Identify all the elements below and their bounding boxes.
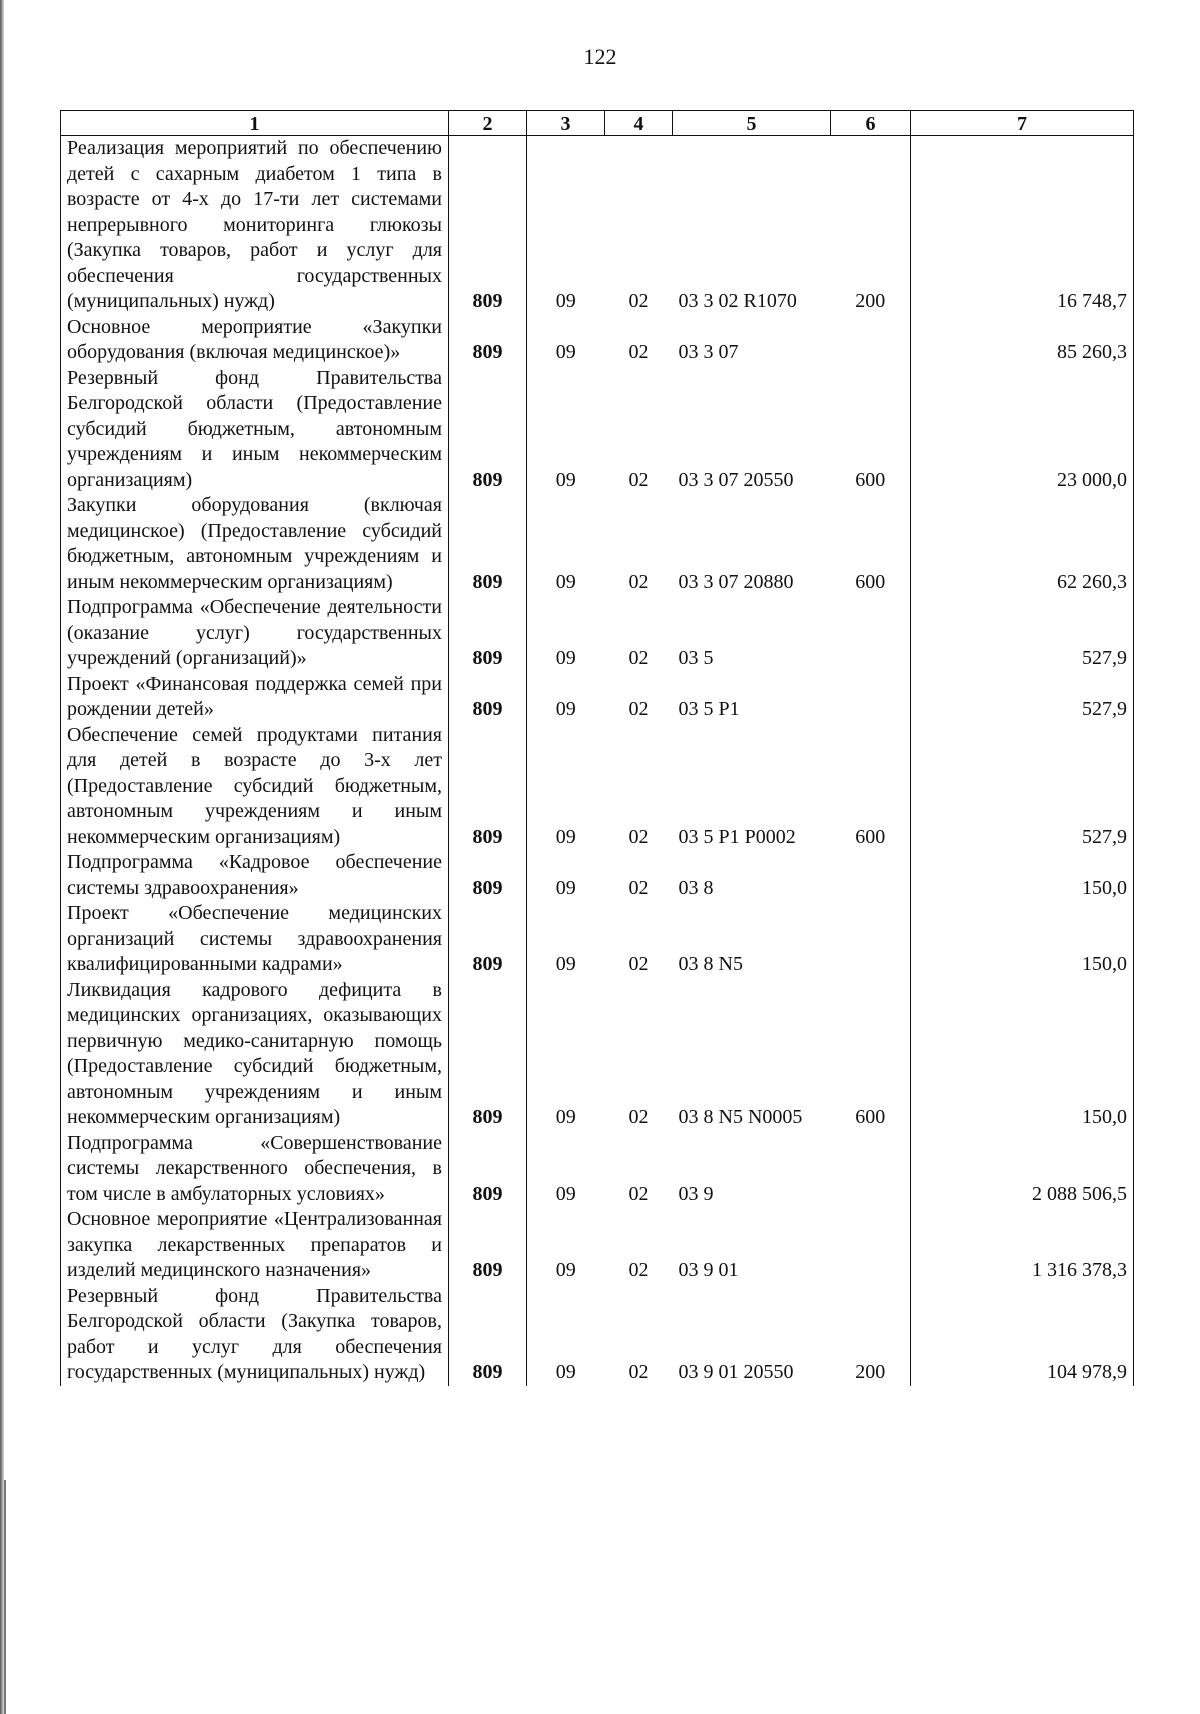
row-expense-type (831, 850, 911, 901)
row-description: Реализация мероприятий по обеспечению детей с сахарным диабетом 1 типа в возрасте от 4-х до 17-ти лет системами непрерывного мониторинга глюкозы (Закупка товаров, работ и услуг для обеспечения государственных (муниципальных) нужд) (61, 136, 449, 315)
row-subsection-code: 02 (628, 1182, 649, 1205)
row-expense-type (831, 901, 911, 978)
row-amount: 1 316 378,3 (911, 1207, 1134, 1284)
row-description: Обеспечение семей продуктами питания для детей в возрасте до 3-х лет (Предоставление субсидий бюджетным, автономным учреждениям и иным некоммерческим организациям) (61, 723, 449, 851)
row-ministry-code: 809 (449, 136, 527, 315)
row-target-article: 03 5 P1 P0002 (678, 825, 796, 848)
row-subsection-code: 02 (628, 1259, 649, 1281)
row-amount: 62 260,3 (911, 493, 1134, 595)
row-target-article: 03 3 07 (678, 341, 739, 363)
column-header: 3 (527, 111, 605, 136)
row-ministry-code: 809 (449, 1284, 527, 1386)
row-description: Закупки оборудования (включая медицинское) (Предоставление субсидий бюджетным, автономным учреждениям и иным некоммерческим организациям) (61, 493, 449, 595)
table-row (61, 315, 1134, 366)
table-row (61, 366, 1134, 494)
row-description: Проект «Обеспечение медицинских организаций системы здравоохранения квалифицированными кадрами» (61, 901, 449, 978)
row-amount: 527,9 (911, 595, 1134, 672)
row-expense-type: 600 (855, 825, 886, 848)
row-target-article: 03 9 (678, 1182, 714, 1205)
row-ministry-code: 809 (449, 901, 527, 978)
row-target-article: 03 8 (678, 876, 714, 899)
row-description: Подпрограмма «Совершенствование системы лекарственного обеспечения, в том числе в амбулаторных условиях» (61, 1131, 449, 1208)
row-section-code: 09 (555, 1259, 576, 1281)
row-expense-type (831, 1131, 911, 1208)
row-expense-type (831, 672, 911, 723)
row-subsection-code: 02 (628, 570, 649, 593)
row-amount: 150,0 (911, 901, 1134, 978)
row-description: Ликвидация кадрового дефицита в медицинских организациях, оказывающих первичную медико-санитарную помощь (Предоставление субсидий бюджетным, автономным учреждениям и иным некоммерческим организациям) (61, 978, 449, 1131)
row-expense-type (831, 595, 911, 672)
row-ministry-code: 809 (449, 493, 527, 595)
row-target-article: 03 8 N5 (678, 953, 743, 975)
row-ministry-code: 809 (449, 978, 527, 1131)
row-subsection-code: 02 (628, 290, 649, 312)
table-header-row (61, 111, 1134, 136)
row-ministry-code: 809 (449, 366, 527, 494)
row-expense-type: 600 (855, 468, 886, 491)
row-section-code: 09 (555, 341, 576, 363)
table-row (61, 850, 1134, 901)
row-section-code: 09 (555, 468, 576, 491)
row-target-article: 03 5 P1 (678, 698, 740, 720)
row-section-code: 09 (555, 1361, 576, 1383)
row-section-code: 09 (555, 1106, 576, 1128)
row-subsection-code: 02 (628, 825, 649, 848)
table-row (61, 723, 1134, 851)
row-expense-type (831, 315, 911, 366)
row-amount: 527,9 (911, 723, 1134, 851)
row-description: Проект «Финансовая поддержка семей при рождении детей» (61, 672, 449, 723)
row-amount: 2 088 506,5 (911, 1131, 1134, 1208)
row-subsection-code: 02 (628, 1106, 649, 1128)
row-amount: 16 748,7 (911, 136, 1134, 315)
row-subsection-code: 02 (628, 341, 649, 363)
row-ministry-code: 809 (449, 672, 527, 723)
table-row (61, 595, 1134, 672)
table-row (61, 978, 1134, 1131)
row-description: Основное мероприятие «Централизованная закупка лекарственных препаратов и изделий медицинского назначения» (61, 1207, 449, 1284)
row-target-article: 03 3 02 R1070 (678, 290, 797, 312)
row-ministry-code: 809 (449, 1131, 527, 1208)
row-expense-type: 600 (855, 1106, 886, 1128)
row-expense-type: 200 (855, 1361, 886, 1383)
budget-table (60, 110, 1134, 1386)
row-description: Подпрограмма «Обеспечение деятельности (оказание услуг) государственных учреждений (организаций)» (61, 595, 449, 672)
column-header: 5 (673, 111, 831, 136)
table-row (61, 1131, 1134, 1208)
row-expense-type: 200 (855, 290, 886, 312)
table-row (61, 493, 1134, 595)
column-header: 2 (449, 111, 527, 136)
page-number: 122 (583, 44, 617, 69)
row-amount: 85 260,3 (911, 315, 1134, 366)
row-amount: 104 978,9 (911, 1284, 1134, 1386)
scan-edge-mark (4, 1480, 6, 1714)
row-subsection-code: 02 (628, 698, 649, 720)
row-ministry-code: 809 (449, 723, 527, 851)
row-description: Подпрограмма «Кадровое обеспечение системы здравоохранения» (61, 850, 449, 901)
table-row (61, 901, 1134, 978)
row-amount: 527,9 (911, 672, 1134, 723)
row-section-code: 09 (555, 953, 576, 975)
row-subsection-code: 02 (628, 647, 649, 669)
row-description: Резервный фонд Правительства Белгородской области (Закупка товаров, работ и услуг для обеспечения государственных (муниципальных) нужд) (61, 1284, 449, 1386)
row-description: Основное мероприятие «Закупки оборудования (включая медицинское)» (61, 315, 449, 366)
row-amount: 23 000,0 (911, 366, 1134, 494)
row-amount: 150,0 (911, 978, 1134, 1131)
table-row (61, 136, 1134, 315)
column-header: 1 (61, 111, 449, 136)
row-section-code: 09 (555, 1182, 576, 1205)
row-section-code: 09 (555, 698, 576, 720)
row-ministry-code: 809 (449, 315, 527, 366)
row-section-code: 09 (555, 876, 576, 899)
row-subsection-code: 02 (628, 1361, 649, 1383)
row-section-code: 09 (555, 290, 576, 312)
scan-edge (0, 0, 4, 1714)
row-target-article: 03 3 07 20550 (678, 468, 794, 491)
table-row (61, 1284, 1134, 1386)
row-subsection-code: 02 (628, 953, 649, 975)
column-header: 4 (605, 111, 673, 136)
row-target-article: 03 9 01 (678, 1259, 739, 1281)
column-header: 7 (911, 111, 1134, 136)
row-section-code: 09 (555, 825, 576, 848)
column-header: 6 (831, 111, 911, 136)
row-ministry-code: 809 (449, 595, 527, 672)
row-target-article: 03 5 (678, 647, 714, 669)
row-description: Резервный фонд Правительства Белгородской области (Предоставление субсидий бюджетным, автономным учреждениям и иным некоммерческим организациям) (61, 366, 449, 494)
row-amount: 150,0 (911, 850, 1134, 901)
table-row (61, 672, 1134, 723)
row-ministry-code: 809 (449, 850, 527, 901)
row-ministry-code: 809 (449, 1207, 527, 1284)
row-target-article: 03 3 07 20880 (678, 570, 794, 593)
row-subsection-code: 02 (628, 876, 649, 899)
row-expense-type (831, 1207, 911, 1284)
table-row (61, 1207, 1134, 1284)
row-subsection-code: 02 (628, 468, 649, 491)
row-target-article: 03 8 N5 N0005 (678, 1106, 803, 1128)
row-section-code: 09 (555, 570, 576, 593)
row-section-code: 09 (555, 647, 576, 669)
row-expense-type: 600 (855, 570, 886, 593)
row-target-article: 03 9 01 20550 (678, 1361, 794, 1383)
